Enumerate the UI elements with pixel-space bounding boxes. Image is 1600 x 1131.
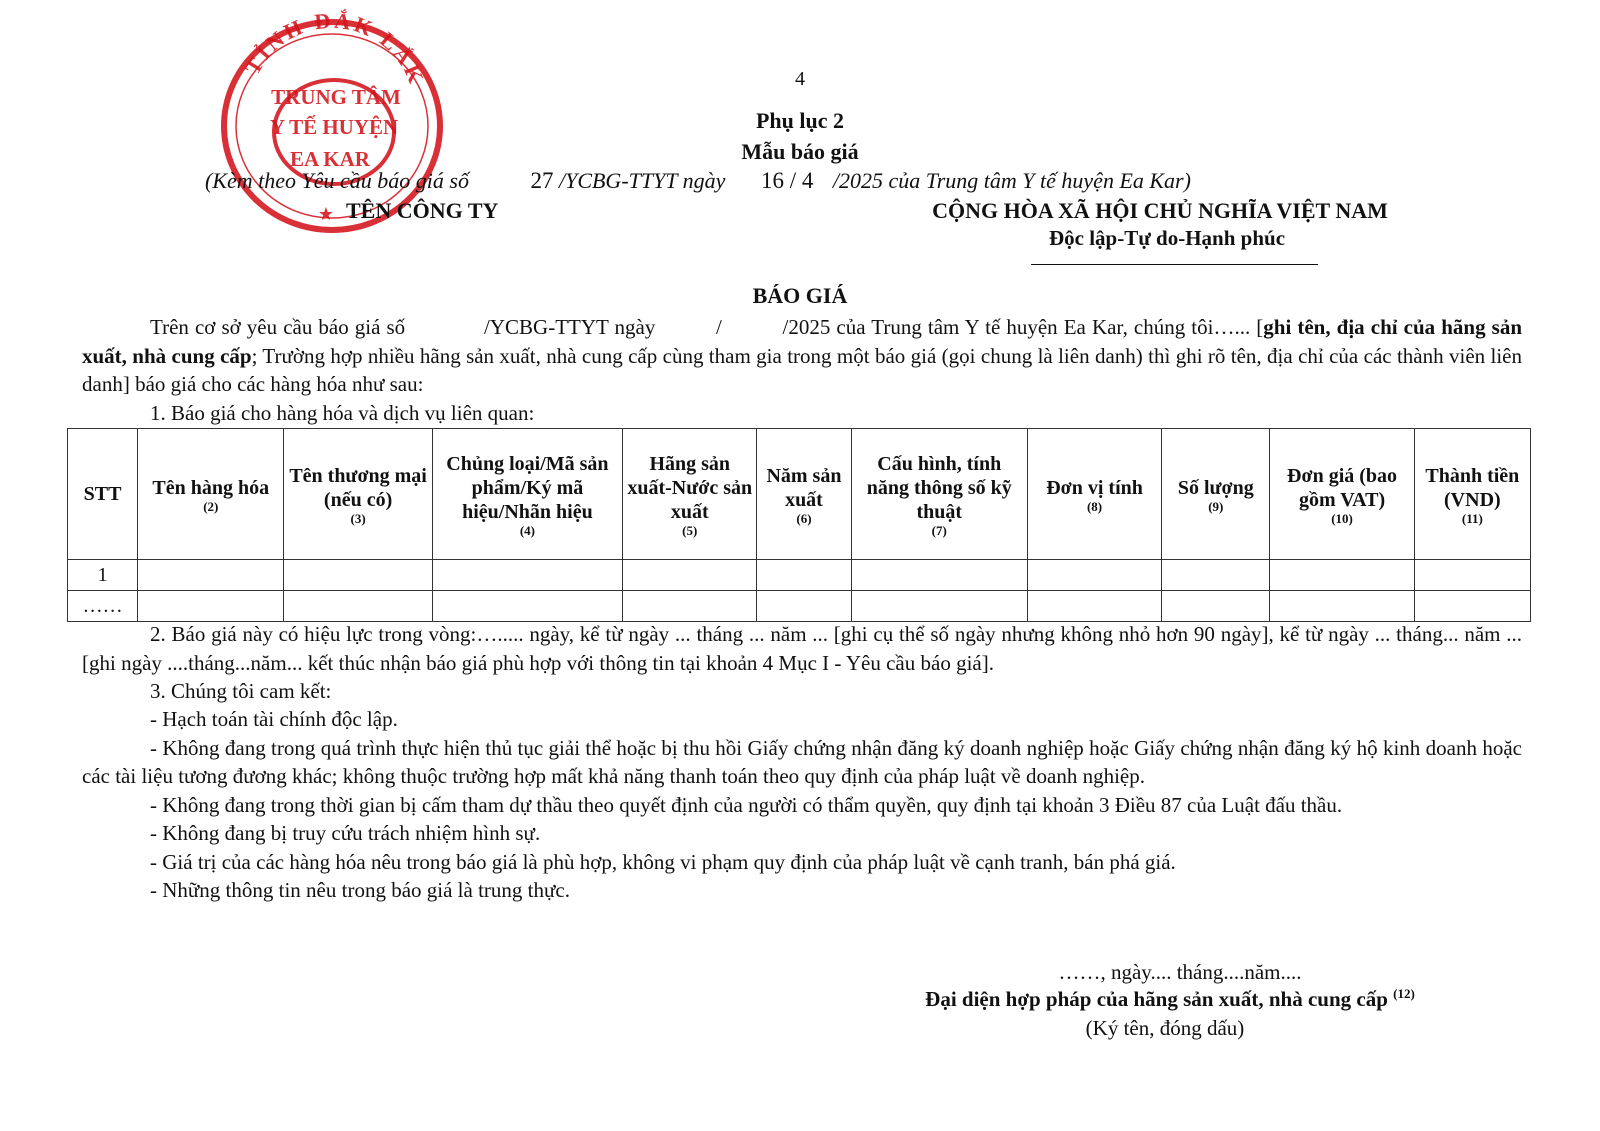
table-cell[interactable] — [432, 560, 622, 591]
intro-part-1: Trên cơ sở yêu cầu báo giá số /YCBG-TTYT ngày / /2025 của Trung tâm Y tế huyện Ea Kar, chúng tôi…... [ — [150, 315, 1264, 339]
commitment-item — [82, 705, 1522, 734]
table-cell[interactable] — [851, 591, 1027, 622]
column-header-note: (4) — [519, 522, 535, 538]
column-header-note: (6) — [796, 510, 812, 526]
form-title: Mẫu báo giá — [741, 139, 859, 164]
page-number: 4 — [795, 68, 805, 90]
quote-table — [67, 428, 1531, 622]
stamp-line-2: Y TẾ HUYỆN — [269, 115, 399, 139]
commitment-item — [82, 876, 1522, 905]
table-cell[interactable] — [138, 560, 284, 591]
reference-prefix: (Kèm theo Yêu cầu báo giá số — [205, 168, 469, 193]
reference-suffix: /2025 của Trung tâm Y tế huyện Ea Kar) — [832, 168, 1191, 193]
table-cell[interactable] — [1162, 560, 1270, 591]
section-3-heading — [82, 677, 1522, 706]
column-header-label: Đơn giá (bao gồm VAT) — [1287, 464, 1398, 511]
section-1-heading — [82, 399, 1522, 428]
column-header-label: Thành tiền (VND) — [1425, 464, 1520, 511]
column-header-label: STT — [83, 483, 122, 505]
motto-underline — [1031, 264, 1318, 265]
table-row — [68, 591, 1531, 622]
section-2-paragraph — [82, 620, 1522, 677]
table-cell[interactable] — [1270, 591, 1414, 622]
column-header-note: (3) — [350, 510, 366, 526]
signature-instruction: (Ký tên, đóng dấu) — [1085, 1016, 1245, 1040]
table-row — [68, 560, 1531, 591]
column-header-note: (2) — [203, 498, 219, 514]
table-header-row — [68, 429, 1531, 560]
column-header-note: (11) — [1461, 510, 1483, 526]
column-header-note: (5) — [682, 522, 698, 538]
table-cell[interactable]: …… — [68, 591, 138, 622]
commitment-text: - Những thông tin nêu trong báo giá là trung thực. — [150, 878, 570, 902]
commitment-text: - Hạch toán tài chính độc lập. — [150, 707, 398, 731]
nation-title: CỘNG HÒA XÃ HỘI CHỦ NGHĨA VIỆT NAM — [932, 198, 1388, 223]
column-header-label: Tên hàng hóa — [152, 476, 270, 499]
commitment-item — [82, 848, 1522, 877]
motto: Độc lập-Tự do-Hạnh phúc — [1048, 226, 1286, 250]
table-cell[interactable] — [623, 591, 757, 622]
reference-mid: /YCBG-TTYT ngày — [558, 168, 726, 193]
column-header-4 — [623, 429, 757, 560]
column-header-10 — [1414, 429, 1530, 560]
column-header-note: (10) — [1331, 510, 1353, 526]
table-cell[interactable] — [851, 560, 1027, 591]
reference-date: 16 / 4 — [760, 168, 814, 193]
commitment-text: - Giá trị của các hàng hóa nêu trong báo giá là phù hợp, không vi phạm quy định của pháp luật về cạnh tranh, bán phá giá. — [150, 849, 1176, 874]
column-header-note: (8) — [1086, 498, 1103, 514]
company-name: TÊN CÔNG TY — [346, 198, 499, 223]
commitment-item — [82, 791, 1522, 820]
table-cell[interactable] — [1027, 560, 1161, 591]
table-cell[interactable] — [623, 560, 757, 591]
quote-title: BÁO GIÁ — [752, 283, 848, 308]
stamp-ring-text: TỈNH ĐẮK LẮK — [239, 8, 430, 90]
column-header-note: (9) — [1208, 498, 1224, 514]
column-header-label: Chủng loại/Mã sản phẩm/Ký mã hiệu/Nhãn hiệu — [446, 452, 609, 523]
commitment-list — [82, 705, 1522, 905]
signature-note-ref: (12) — [1393, 986, 1415, 1001]
column-header-7 — [1027, 429, 1161, 560]
column-header-1 — [138, 429, 284, 560]
reference-line — [205, 168, 1191, 194]
table-cell[interactable] — [757, 560, 851, 591]
signature-date: ……, ngày.... tháng....năm.... — [1058, 960, 1302, 984]
table-cell[interactable]: 1 — [68, 560, 138, 591]
column-header-label: Hãng sản xuất-Nước sản xuất — [627, 452, 753, 523]
column-header-3 — [432, 429, 622, 560]
column-header-note: (7) — [931, 522, 947, 538]
intro-paragraph — [82, 313, 1522, 399]
column-header-label: Đơn vị tính — [1046, 476, 1143, 499]
column-header-8 — [1162, 429, 1270, 560]
table-cell[interactable] — [284, 591, 432, 622]
commitment-text: - Không đang trong thời gian bị cấm tham dự thầu theo quyết định của người có thẩm quyền, quy định tại khoản 3 Điều 87 của Luật đấu thầu. — [150, 792, 1343, 817]
intro-bold: ghi tên, địa chỉ của hãng sản xuất, nhà cung cấp — [82, 315, 1522, 368]
column-header-label: Năm sản xuất — [766, 464, 842, 511]
stamp-line-3: EA KAR — [290, 147, 370, 171]
column-header-6 — [851, 429, 1027, 560]
table-cell[interactable] — [1027, 591, 1161, 622]
table-cell[interactable] — [138, 591, 284, 622]
table-cell[interactable] — [1270, 560, 1414, 591]
signature-title-text: Đại diện hợp pháp của hãng sản xuất, nhà cung cấp — [925, 987, 1388, 1011]
commitment-item — [82, 734, 1522, 791]
table-cell[interactable] — [1414, 560, 1530, 591]
table-cell[interactable] — [1414, 591, 1530, 622]
table-cell[interactable] — [1162, 591, 1270, 622]
table-cell[interactable] — [284, 560, 432, 591]
table-cell[interactable] — [757, 591, 851, 622]
commitment-text: - Không đang bị truy cứu trách nhiệm hình sự. — [150, 821, 541, 845]
stamp-line-1: TRUNG TÂM — [271, 85, 401, 109]
column-header-5 — [757, 429, 851, 560]
table-cell[interactable] — [432, 591, 622, 622]
section-1-text: 1. Báo giá cho hàng hóa và dịch vụ liên quan: — [150, 401, 535, 425]
column-header-label: Số lượng — [1177, 476, 1254, 499]
column-header-0 — [68, 429, 138, 560]
svg-text:★: ★ — [317, 204, 335, 224]
intro-part-2: ; Trường hợp nhiều hãng sản xuất, nhà cung cấp cùng tham gia trong một báo giá (gọi chung là liên danh) thì ghi rõ tên, địa chỉ của các thành viên liên danh] báo giá cho các hàng hóa như sau: — [82, 343, 1523, 396]
signature-title — [870, 987, 1470, 1012]
column-header-9 — [1270, 429, 1414, 560]
column-header-label: Cấu hình, tính năng thông số kỹ thuật — [866, 452, 1012, 523]
appendix-title: Phụ lục 2 — [755, 108, 845, 133]
reference-number: 27 — [530, 168, 554, 193]
column-header-label: Tên thương mại (nếu có) — [289, 464, 427, 511]
commitment-item — [82, 819, 1522, 848]
section-2-text: 2. Báo giá này có hiệu lực trong vòng:…..... ngày, kể từ ngày ... tháng ... năm ... [ghi cụ thể số ngày nhưng không nhỏ hơn 90 ngày], kể từ ngày ... tháng... năm ... [ghi ngày ....tháng...năm... kết thúc nhận báo giá phù hợp với thông tin tại khoản 4 Mục I - Yêu cầu báo giá]. — [82, 622, 1522, 675]
section-3-text: 3. Chúng tôi cam kết: — [150, 679, 332, 703]
commitment-text: - Không đang trong quá trình thực hiện thủ tục giải thể hoặc bị thu hồi Giấy chứng nhận đăng ký doanh nghiệp hoặc Giấy chứng nhận đăng ký hộ kinh doanh hoặc các tài liệu tương đương khác; không thuộc trường hợp mất khả năng thanh toán theo quy định của pháp luật về doanh nghiệp. — [82, 735, 1522, 788]
column-header-2 — [284, 429, 432, 560]
table-body — [68, 560, 1531, 622]
